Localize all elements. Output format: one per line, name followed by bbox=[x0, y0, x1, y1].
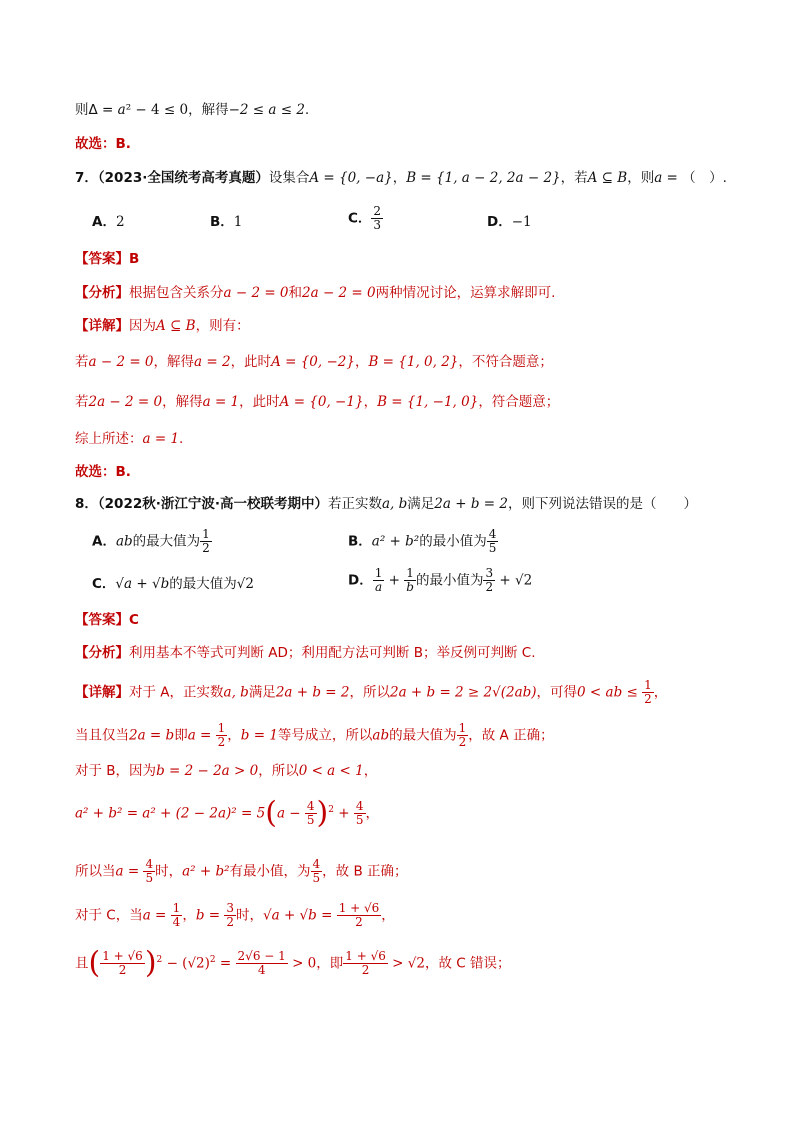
text: ， bbox=[227, 727, 241, 744]
question-number: 7． bbox=[75, 170, 98, 186]
detail-tag: 【详解】 bbox=[75, 684, 129, 701]
right-paren: ) bbox=[144, 945, 157, 981]
text: 对于 B，因为 bbox=[75, 763, 157, 779]
text: 的最小值为 bbox=[415, 572, 484, 589]
text: ，则下列说法错误的是（ ） bbox=[507, 496, 697, 512]
text: 若 bbox=[75, 394, 89, 410]
numerator: 2√6 − 1 bbox=[237, 949, 286, 963]
q8-option-c bbox=[92, 574, 254, 594]
math: 2a + b = 2 bbox=[275, 684, 350, 701]
fraction bbox=[311, 858, 323, 885]
left-paren: ( bbox=[88, 945, 101, 981]
math: a, b bbox=[223, 684, 249, 701]
detail-tag: 【详解】 bbox=[75, 318, 129, 334]
math: a² + b² = a² + (2 − 2a)² = 5 bbox=[75, 805, 266, 822]
math: b = 2 − 2a > 0 bbox=[156, 763, 259, 779]
numerator: 2 bbox=[373, 204, 382, 218]
q7-option-b bbox=[210, 212, 242, 232]
text: ，可得 bbox=[536, 684, 578, 701]
math: a = 1 bbox=[142, 431, 180, 447]
math: + bbox=[384, 572, 405, 589]
option-label: D． bbox=[348, 572, 373, 589]
text: 时， bbox=[155, 863, 183, 880]
text: ，解得 bbox=[153, 354, 195, 370]
text: ，解得 bbox=[188, 102, 229, 118]
math: √a + √b bbox=[115, 576, 170, 592]
text: 则Δ = bbox=[75, 102, 118, 118]
math: 2a − 2 = 0 bbox=[88, 394, 163, 410]
fraction bbox=[343, 950, 388, 977]
math: ab bbox=[115, 533, 133, 550]
option-label: D． bbox=[487, 214, 512, 230]
fraction bbox=[224, 902, 236, 929]
numerator: 1 bbox=[202, 527, 210, 541]
text: 有最小值，为 bbox=[229, 863, 311, 880]
denominator: 2 bbox=[226, 915, 234, 929]
text: ，不符合题意； bbox=[458, 354, 553, 370]
answer-value: C bbox=[129, 612, 139, 628]
text: ，即 bbox=[316, 955, 344, 972]
exponent: 2 bbox=[209, 955, 216, 965]
text: ， bbox=[392, 170, 407, 186]
text: （ ）. bbox=[682, 170, 727, 186]
denominator: 5 bbox=[145, 871, 154, 885]
q8-option-b bbox=[348, 528, 498, 555]
text: ，符合题意； bbox=[478, 394, 560, 410]
q7-case-2 bbox=[75, 392, 754, 412]
text: 当且仅当 bbox=[75, 727, 129, 744]
option-value: 1 bbox=[233, 214, 243, 230]
text: ， bbox=[365, 805, 380, 822]
math: A = {0, −a} bbox=[309, 170, 393, 186]
numerator: 4 bbox=[355, 799, 364, 813]
text: 满足 bbox=[248, 684, 276, 701]
fraction bbox=[171, 902, 183, 929]
math: −2 ≤ a ≤ 2 bbox=[228, 102, 305, 118]
q8-b-line bbox=[75, 761, 754, 781]
text: ， bbox=[354, 354, 369, 370]
numerator: 4 bbox=[488, 527, 497, 541]
numerator: 4 bbox=[312, 857, 321, 871]
denominator: 2 bbox=[202, 541, 210, 555]
q7-option-c bbox=[348, 205, 383, 232]
math: + √2 bbox=[495, 572, 533, 589]
math: + bbox=[333, 805, 354, 822]
denominator: 5 bbox=[488, 541, 497, 555]
math: = bbox=[215, 955, 236, 972]
fraction bbox=[642, 679, 654, 706]
right-paren: ) bbox=[316, 795, 329, 831]
math: a = 2 bbox=[194, 354, 231, 370]
math: a bbox=[117, 102, 126, 118]
answer-value: B bbox=[129, 251, 140, 267]
q8-analysis bbox=[75, 643, 754, 663]
numerator: 4 bbox=[306, 799, 315, 813]
text: 因为 bbox=[129, 318, 156, 334]
text: 的最小值为 bbox=[419, 533, 487, 550]
fraction bbox=[236, 950, 288, 977]
denominator: 2 bbox=[355, 915, 363, 929]
option-label: C． bbox=[92, 576, 116, 592]
numerator: 1 + √6 bbox=[338, 901, 380, 915]
text: ， bbox=[363, 394, 378, 410]
fraction bbox=[216, 722, 228, 749]
denominator: 4 bbox=[257, 963, 266, 977]
text: ，若 bbox=[560, 170, 588, 186]
text: ， bbox=[381, 907, 395, 924]
fraction bbox=[305, 800, 317, 827]
text: ，则 bbox=[627, 170, 655, 186]
numerator: 3 bbox=[226, 901, 234, 915]
text: 的最大值为 bbox=[169, 576, 237, 592]
analysis-tag: 【分析】 bbox=[75, 645, 129, 661]
math: A = {0, −2} bbox=[271, 354, 355, 370]
denominator: 2 bbox=[118, 963, 127, 977]
math: 2a − 2 = 0 bbox=[302, 285, 376, 301]
numerator: 1 bbox=[172, 901, 181, 915]
denominator: b bbox=[406, 580, 414, 594]
text: . bbox=[179, 431, 184, 447]
text: 根据包含关系分 bbox=[129, 285, 224, 301]
option-label: B． bbox=[348, 533, 372, 550]
text: 的最大值为 bbox=[389, 727, 457, 744]
text: ，则有： bbox=[195, 318, 250, 334]
text: ， bbox=[182, 907, 196, 924]
math: 2a + b = 2 ≥ 2√(2ab) bbox=[389, 684, 537, 701]
fraction bbox=[200, 528, 212, 555]
question-source: （2022秋·浙江宁波·高一校联考期中） bbox=[97, 496, 328, 512]
q8-option-a bbox=[92, 528, 212, 555]
math: a = bbox=[654, 170, 683, 186]
q7-case-1 bbox=[75, 352, 754, 372]
q7-detail bbox=[75, 316, 754, 336]
denominator: 2 bbox=[458, 735, 467, 749]
math: B = {1, a − 2, 2a − 2} bbox=[406, 170, 561, 186]
text: 所以当 bbox=[75, 863, 116, 880]
fraction bbox=[100, 950, 145, 977]
left-paren: ( bbox=[265, 795, 277, 831]
numerator: 1 bbox=[374, 566, 383, 580]
text: 时， bbox=[236, 907, 263, 924]
option-label: A． bbox=[92, 533, 116, 550]
fraction bbox=[354, 800, 366, 827]
math: a² + b² bbox=[371, 533, 420, 550]
denominator: 2 bbox=[361, 963, 370, 977]
numerator: 1 bbox=[217, 721, 226, 735]
text: 等号成立，所以 bbox=[277, 727, 373, 744]
numerator: 1 + √6 bbox=[102, 949, 143, 963]
q7-choose: 故选：B. bbox=[75, 464, 131, 480]
prev-choose-line: 故选：B. bbox=[75, 136, 131, 152]
text: 的最大值为 bbox=[132, 533, 201, 550]
math: a = bbox=[115, 863, 144, 880]
math: ² − 4 ≤ 0 bbox=[125, 102, 189, 118]
option-label: A． bbox=[92, 214, 116, 230]
fraction bbox=[457, 722, 469, 749]
text: 对于 A，正实数 bbox=[129, 684, 224, 701]
math: a = 1 bbox=[202, 394, 240, 410]
text: 且 bbox=[75, 955, 89, 972]
option-value: 2 bbox=[115, 214, 125, 230]
fraction bbox=[371, 205, 383, 232]
answer-tag: 【答案】 bbox=[75, 251, 129, 267]
math: a² + b² bbox=[182, 863, 230, 880]
math: 0 < a < 1 bbox=[298, 763, 364, 779]
math: A = {0, −1} bbox=[279, 394, 364, 410]
math: a − 2 = 0 bbox=[88, 354, 154, 370]
math: a = bbox=[187, 727, 216, 744]
option-label: C． bbox=[348, 210, 372, 227]
question-number: 8． bbox=[75, 496, 98, 512]
math: > √2 bbox=[387, 955, 425, 972]
option-label: B． bbox=[210, 214, 234, 230]
math: a, b bbox=[382, 496, 408, 512]
numerator: 1 bbox=[404, 567, 416, 581]
math: a − bbox=[276, 805, 305, 822]
math: a = bbox=[142, 907, 171, 924]
fraction bbox=[404, 567, 416, 594]
denominator: 2 bbox=[217, 735, 226, 749]
denominator: 5 bbox=[312, 871, 321, 885]
math: 2a + b = 2 bbox=[434, 496, 508, 512]
text: 即 bbox=[174, 727, 188, 744]
text: 对于 C，当 bbox=[75, 907, 143, 924]
fraction bbox=[337, 902, 382, 929]
text: 设集合 bbox=[268, 170, 310, 186]
text: ，解得 bbox=[162, 394, 203, 410]
denominator: 2 bbox=[485, 580, 494, 594]
q8-min-line bbox=[75, 858, 754, 885]
q8-stem bbox=[75, 494, 754, 514]
q7-option-d bbox=[487, 212, 532, 232]
text: 和 bbox=[288, 285, 303, 301]
text: 综上所述： bbox=[75, 431, 143, 447]
q8-final-line bbox=[75, 945, 754, 990]
math: √a + √b = bbox=[263, 907, 337, 924]
q8-c-line bbox=[75, 902, 754, 929]
math: √2 bbox=[236, 576, 254, 592]
math: − (√2) bbox=[162, 955, 210, 972]
text: 两种情况讨论，运算求解即可. bbox=[375, 285, 556, 301]
q7-stem bbox=[75, 168, 754, 188]
q8-equality-line bbox=[75, 722, 754, 749]
q8-answer bbox=[75, 610, 754, 630]
question-source: （2023·全国统考高考真题） bbox=[97, 170, 269, 186]
math: b = bbox=[195, 907, 225, 924]
denominator: a bbox=[374, 580, 383, 594]
text: . bbox=[304, 102, 310, 118]
denominator: 5 bbox=[306, 813, 315, 827]
math: 2a = b bbox=[129, 727, 175, 744]
math: ab bbox=[372, 727, 390, 744]
math: 0 < ab ≤ bbox=[577, 684, 643, 701]
text: ，故 B 正确； bbox=[322, 863, 408, 880]
math: a − 2 = 0 bbox=[223, 285, 289, 301]
fraction bbox=[483, 567, 495, 594]
fraction bbox=[143, 858, 155, 885]
text: 若 bbox=[75, 354, 89, 370]
math: B = {1, −1, 0} bbox=[377, 394, 479, 410]
denominator: 5 bbox=[355, 813, 364, 827]
exponent: 2 bbox=[156, 955, 163, 965]
fraction bbox=[373, 567, 385, 594]
text: ，故 A 正确； bbox=[468, 727, 554, 744]
denominator: 4 bbox=[172, 915, 181, 929]
math: b = 1 bbox=[240, 727, 278, 744]
prev-conclusion-line bbox=[75, 100, 754, 120]
text: ，此时 bbox=[239, 394, 280, 410]
math: > 0 bbox=[287, 955, 317, 972]
text: ，所以 bbox=[349, 684, 390, 701]
numerator: 3 bbox=[485, 566, 494, 580]
math: B = {1, 0, 2} bbox=[368, 354, 459, 370]
text: 满足 bbox=[407, 496, 435, 512]
answer-tag: 【答案】 bbox=[75, 612, 129, 628]
numerator: 1 bbox=[644, 678, 652, 692]
fraction bbox=[487, 528, 499, 555]
exponent: 2 bbox=[328, 805, 334, 815]
q7-analysis bbox=[75, 283, 754, 303]
math: A ⊆ B bbox=[587, 170, 628, 186]
q8-detail-a bbox=[75, 679, 754, 706]
text: ， bbox=[653, 684, 668, 701]
q7-option-a bbox=[92, 212, 125, 232]
text: ，所以 bbox=[258, 763, 299, 779]
text: ，故 C 错误； bbox=[424, 955, 511, 972]
q8-option-d bbox=[348, 567, 532, 594]
denominator: 3 bbox=[373, 218, 382, 232]
denominator: 2 bbox=[644, 692, 652, 706]
text: 若正实数 bbox=[328, 496, 382, 512]
numerator: 1 + √6 bbox=[345, 949, 386, 963]
text: ，此时 bbox=[230, 354, 272, 370]
text: ， bbox=[363, 763, 378, 779]
math: A ⊆ B bbox=[156, 318, 196, 334]
numerator: 4 bbox=[145, 857, 154, 871]
numerator: 1 bbox=[458, 721, 467, 735]
text: 利用基本不等式可判断 AD；利用配方法可判断 B；举反例可判断 C. bbox=[129, 645, 536, 661]
q7-answer bbox=[75, 249, 754, 269]
q7-summary bbox=[75, 429, 754, 449]
option-value: −1 bbox=[511, 214, 532, 230]
analysis-tag: 【分析】 bbox=[75, 285, 129, 301]
q8-square-line bbox=[75, 795, 754, 840]
